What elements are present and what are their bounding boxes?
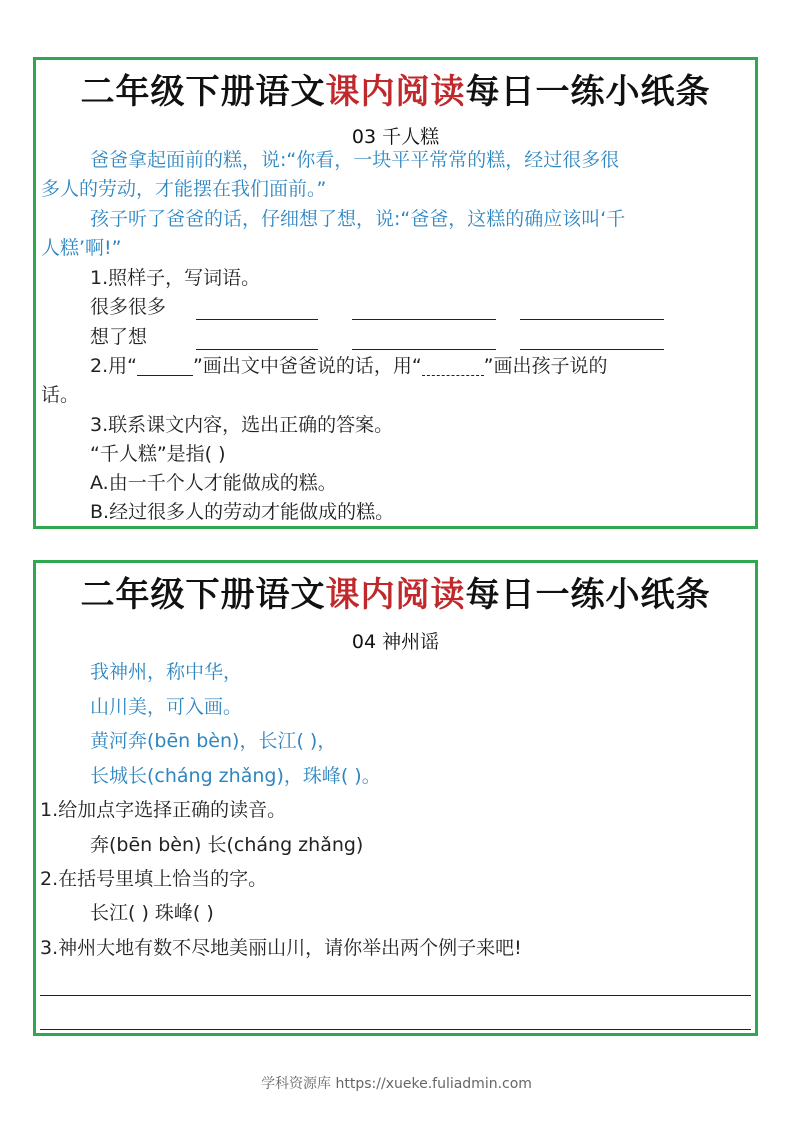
lesson-title: 03 千人糕 — [351, 126, 440, 148]
poem-line-2: 山川美，可入画。 — [90, 696, 243, 718]
poem-line-3: 黄河奔(bēn bèn)，长江( )， — [90, 730, 337, 752]
answer-blank[interactable] — [196, 349, 318, 350]
answer-blank[interactable] — [520, 349, 664, 350]
answer-blank[interactable] — [520, 319, 664, 320]
answer-blank[interactable] — [352, 319, 496, 320]
pronunciation-choices[interactable]: 奔(bēn bèn) 长(cháng zhǎng) — [90, 834, 364, 856]
exercise-card-04 — [33, 560, 758, 1036]
page-footer: 学科资源库 https://xueke.fuliadmin.com — [261, 1076, 532, 1092]
question-1: 1.照样子，写词语。 — [90, 267, 261, 289]
passage-line-2: 多人的劳动，才能摆在我们面前。” — [41, 178, 327, 200]
card-title: 二年级下册语文课内阅读每日一练小纸条 — [80, 72, 711, 112]
card-title: 二年级下册语文课内阅读每日一练小纸条 — [80, 575, 711, 615]
answer-blank[interactable] — [196, 319, 318, 320]
fill-blanks[interactable]: 长江( ) 珠峰( ) — [90, 902, 214, 924]
option-a[interactable]: A.由一千个人才能做成的糕。 — [90, 472, 337, 494]
dashed-line-sample — [422, 361, 484, 376]
example-word-1: 很多很多 — [90, 296, 167, 318]
lesson-title: 04 神州谣 — [351, 631, 440, 653]
answer-line[interactable] — [40, 995, 751, 996]
passage-line-3: 孩子听了爸爸的话，仔细想了想，说:“爸爸，这糕的确应该叫‘千 — [90, 208, 626, 230]
answer-line[interactable] — [40, 1029, 751, 1030]
question-2: 2.在括号里填上恰当的字。 — [40, 868, 268, 890]
question-3: 3.联系课文内容，选出正确的答案。 — [90, 414, 394, 436]
question-1: 1.给加点字选择正确的读音。 — [40, 799, 287, 821]
answer-blank[interactable] — [352, 349, 496, 350]
option-b[interactable]: B.经过很多人的劳动才能做成的糕。 — [90, 501, 395, 523]
passage-line-4: 人糕’啊!” — [41, 237, 122, 259]
exercise-card-03 — [33, 57, 758, 529]
question-3-stem: “千人糕”是指( ) — [90, 443, 226, 465]
passage-line-1: 爸爸拿起面前的糕，说:“你看，一块平平常常的糕，经过很多很 — [90, 149, 620, 171]
question-3: 3.神州大地有数不尽地美丽山川，请你举出两个例子来吧! — [40, 937, 522, 959]
poem-line-1: 我神州，称中华， — [90, 661, 243, 683]
example-word-2: 想了想 — [90, 326, 148, 348]
question-2-cont: 话。 — [41, 384, 80, 406]
solid-line-sample — [137, 361, 193, 376]
poem-line-4: 长城长(cháng zhǎng)，珠峰( )。 — [90, 765, 381, 787]
question-2: 2.用“ ”画出文中爸爸说的话，用“ ”画出孩子说的 — [90, 355, 608, 377]
